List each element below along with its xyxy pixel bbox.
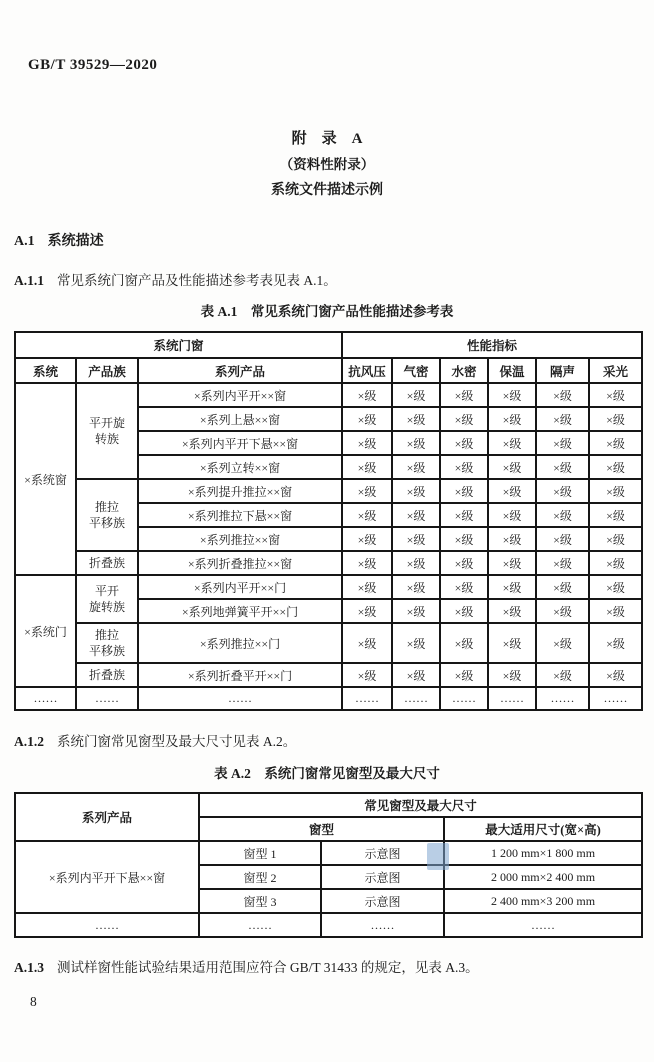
- grade-cell: ×级: [440, 551, 488, 575]
- grade-cell: ×级: [488, 503, 536, 527]
- family-cell: [76, 551, 138, 575]
- table-row: [15, 623, 642, 663]
- table-row: [15, 551, 642, 575]
- table-row: [15, 383, 642, 407]
- header-cell: 系统: [15, 358, 76, 383]
- ellipsis-cell: ……: [488, 687, 536, 710]
- ellipsis-cell: ……: [138, 687, 342, 710]
- grade-cell: ×级: [488, 383, 536, 407]
- grade-cell: ×级: [342, 479, 392, 503]
- header-cell-system-doors-windows: 系统门窗: [15, 332, 342, 358]
- header-cell: 保温: [488, 358, 536, 383]
- ellipsis-cell: ……: [321, 913, 444, 937]
- header-cell: 抗风压: [342, 358, 392, 383]
- table-a2-caption: 表 A.2 系统门窗常见窗型及最大尺寸: [214, 766, 440, 781]
- grade-cell: ×级: [440, 575, 488, 599]
- family-cell: [76, 575, 138, 623]
- family-line: 平移族: [88, 644, 125, 658]
- grade-cell: ×级: [440, 431, 488, 455]
- grade-cell: ×级: [440, 623, 488, 663]
- grade-cell: ×级: [536, 479, 589, 503]
- clause-a11-text: 常见系统门窗产品及性能描述参考表见表 A.1。: [57, 273, 337, 288]
- product-cell: ×系列折叠平开××门: [138, 663, 342, 687]
- grade-cell: ×级: [440, 599, 488, 623]
- grade-cell: ×级: [392, 479, 440, 503]
- table-row: [15, 358, 642, 383]
- grade-cell: ×级: [392, 599, 440, 623]
- grade-cell: ×级: [589, 431, 642, 455]
- grade-cell: ×级: [536, 455, 589, 479]
- family-line: 折叠族: [88, 556, 125, 570]
- grade-cell: ×级: [440, 479, 488, 503]
- family-line: 推拉: [94, 628, 119, 642]
- family-line: 推拉: [94, 500, 119, 514]
- grade-cell: ×级: [488, 551, 536, 575]
- grade-cell: ×级: [589, 503, 642, 527]
- clause-a13: [14, 956, 640, 976]
- grade-cell: ×级: [488, 599, 536, 623]
- grade-cell: ×级: [440, 503, 488, 527]
- grade-cell: ×级: [589, 551, 642, 575]
- grade-cell: ×级: [589, 383, 642, 407]
- page-number: 8: [30, 994, 37, 1009]
- clause-a12-number: A.1.2: [14, 734, 44, 749]
- family-line: 转族: [94, 432, 119, 446]
- watermark-stamp-icon: [427, 843, 449, 870]
- grade-cell: ×级: [342, 455, 392, 479]
- grade-cell: ×级: [536, 575, 589, 599]
- grade-cell: ×级: [488, 431, 536, 455]
- grade-cell: ×级: [488, 527, 536, 551]
- grade-cell: ×级: [440, 527, 488, 551]
- window-type-cell: 窗型 3: [199, 889, 321, 913]
- grade-cell: ×级: [536, 383, 589, 407]
- header-cell: 产品族: [76, 358, 138, 383]
- diagram-cell: 示意图: [321, 865, 444, 889]
- table-row: [15, 575, 642, 599]
- grade-cell: ×级: [392, 527, 440, 551]
- ellipsis-cell: ……: [199, 913, 321, 937]
- ellipsis-cell: ……: [589, 687, 642, 710]
- grade-cell: ×级: [440, 663, 488, 687]
- family-line: 平移族: [88, 516, 125, 530]
- product-cell: ×系列上悬××窗: [138, 407, 342, 431]
- clause-a12: [14, 730, 640, 750]
- header-cell-performance: 性能指标: [342, 332, 642, 358]
- grade-cell: ×级: [536, 599, 589, 623]
- appendix-heading: [0, 126, 654, 204]
- grade-cell: ×级: [536, 407, 589, 431]
- table-row: [15, 913, 642, 937]
- product-cell: ×系列折叠推拉××窗: [138, 551, 342, 575]
- ellipsis-cell: ……: [444, 913, 642, 937]
- table-row: [15, 687, 642, 710]
- product-cell: ×系列内平开××门: [138, 575, 342, 599]
- ellipsis-cell: ……: [76, 687, 138, 710]
- grade-cell: ×级: [440, 383, 488, 407]
- grade-cell: ×级: [536, 527, 589, 551]
- grade-cell: ×级: [488, 575, 536, 599]
- clause-a1: [14, 230, 640, 250]
- grade-cell: ×级: [488, 663, 536, 687]
- appendix-subtitle: （资料性附录）: [279, 157, 375, 172]
- header-cell: 气密: [392, 358, 440, 383]
- table-row: [15, 663, 642, 687]
- grade-cell: ×级: [536, 503, 589, 527]
- grade-cell: ×级: [342, 551, 392, 575]
- table-row: [15, 479, 642, 503]
- ellipsis-cell: ……: [15, 687, 76, 710]
- window-type-cell: 窗型 2: [199, 865, 321, 889]
- product-cell: ×系列立转××窗: [138, 455, 342, 479]
- grade-cell: ×级: [392, 383, 440, 407]
- grade-cell: ×级: [342, 383, 392, 407]
- doc-code: GB/T 39529—2020: [28, 57, 158, 73]
- system-cell: ×系统窗: [15, 383, 76, 575]
- table-a2: [14, 792, 643, 938]
- clause-a12-text: 系统门窗常见窗型及最大尺寸见表 A.2。: [57, 734, 297, 749]
- grade-cell: ×级: [342, 575, 392, 599]
- header-cell-max-size: 最大适用尺寸(宽×高): [444, 817, 642, 841]
- family-cell: [76, 383, 138, 479]
- family-line: 平开: [94, 584, 119, 598]
- table-row: [15, 793, 642, 817]
- grade-cell: ×级: [392, 551, 440, 575]
- ellipsis-cell: ……: [536, 687, 589, 710]
- table-a1: [14, 331, 643, 711]
- size-cell: 2 000 mm×2 400 mm: [444, 865, 642, 889]
- grade-cell: ×级: [342, 663, 392, 687]
- header-cell-series-product: 系列产品: [15, 793, 199, 841]
- family-line: 旋转族: [88, 600, 125, 614]
- header-cell-window-type: 窗型: [199, 817, 444, 841]
- header-cell-common-types: 常见窗型及最大尺寸: [199, 793, 642, 817]
- grade-cell: ×级: [342, 527, 392, 551]
- grade-cell: ×级: [589, 575, 642, 599]
- product-cell: ×系列地弹簧平开××门: [138, 599, 342, 623]
- table-a1-caption: 表 A.1 常见系统门窗产品性能描述参考表: [200, 304, 454, 319]
- grade-cell: ×级: [392, 663, 440, 687]
- grade-cell: ×级: [488, 407, 536, 431]
- product-cell: ×系列推拉××门: [138, 623, 342, 663]
- grade-cell: ×级: [589, 623, 642, 663]
- clause-a11-number: A.1.1: [14, 273, 44, 288]
- grade-cell: ×级: [392, 575, 440, 599]
- grade-cell: ×级: [392, 455, 440, 479]
- family-cell: [76, 479, 138, 551]
- diagram-cell: 示意图: [321, 889, 444, 913]
- product-cell: ×系列推拉下悬××窗: [138, 503, 342, 527]
- appendix-name: 系统文件描述示例: [271, 183, 383, 198]
- clause-a1-number: A.1: [14, 234, 35, 249]
- clause-a11: [14, 269, 640, 289]
- family-cell: [76, 663, 138, 687]
- header-cell: 采光: [589, 358, 642, 383]
- grade-cell: ×级: [342, 431, 392, 455]
- grade-cell: ×级: [536, 663, 589, 687]
- grade-cell: ×级: [536, 431, 589, 455]
- grade-cell: ×级: [440, 407, 488, 431]
- grade-cell: ×级: [536, 623, 589, 663]
- diagram-cell: 示意图: [321, 841, 444, 865]
- product-cell: ×系列提升推拉××窗: [138, 479, 342, 503]
- grade-cell: ×级: [488, 455, 536, 479]
- grade-cell: ×级: [589, 455, 642, 479]
- grade-cell: ×级: [392, 407, 440, 431]
- grade-cell: ×级: [536, 551, 589, 575]
- grade-cell: ×级: [589, 527, 642, 551]
- window-type-cell: 窗型 1: [199, 841, 321, 865]
- table-row: [15, 841, 642, 865]
- clause-a13-text: 测试样窗性能试验结果适用范围应符合 GB/T 31433 的规定，见表 A.3。: [57, 960, 479, 975]
- grade-cell: ×级: [342, 623, 392, 663]
- size-cell: 2 400 mm×3 200 mm: [444, 889, 642, 913]
- grade-cell: ×级: [342, 503, 392, 527]
- grade-cell: ×级: [392, 503, 440, 527]
- grade-cell: ×级: [488, 479, 536, 503]
- grade-cell: ×级: [589, 407, 642, 431]
- product-cell: ×系列内平开××窗: [138, 383, 342, 407]
- header-cell: 水密: [440, 358, 488, 383]
- appendix-title: 附 录 A: [291, 131, 363, 147]
- family-cell: [76, 623, 138, 663]
- family-line: 平开旋: [88, 416, 125, 430]
- product-cell: ×系列推拉××窗: [138, 527, 342, 551]
- header-cell: 隔声: [536, 358, 589, 383]
- grade-cell: ×级: [589, 599, 642, 623]
- grade-cell: ×级: [589, 479, 642, 503]
- ellipsis-cell: ……: [392, 687, 440, 710]
- header-cell: 系列产品: [138, 358, 342, 383]
- grade-cell: ×级: [342, 599, 392, 623]
- table-row: [15, 332, 642, 358]
- system-cell: ×系统门: [15, 575, 76, 687]
- grade-cell: ×级: [392, 623, 440, 663]
- grade-cell: ×级: [440, 455, 488, 479]
- clause-a13-number: A.1.3: [14, 960, 44, 975]
- grade-cell: ×级: [392, 431, 440, 455]
- size-cell: 1 200 mm×1 800 mm: [444, 841, 642, 865]
- ellipsis-cell: ……: [440, 687, 488, 710]
- ellipsis-cell: ……: [15, 913, 199, 937]
- series-cell: ×系列内平开下悬××窗: [15, 841, 199, 913]
- product-cell: ×系列内平开下悬××窗: [138, 431, 342, 455]
- grade-cell: ×级: [488, 623, 536, 663]
- ellipsis-cell: ……: [342, 687, 392, 710]
- family-line: 折叠族: [88, 668, 125, 682]
- grade-cell: ×级: [342, 407, 392, 431]
- grade-cell: ×级: [589, 663, 642, 687]
- clause-a1-title: 系统描述: [47, 234, 104, 249]
